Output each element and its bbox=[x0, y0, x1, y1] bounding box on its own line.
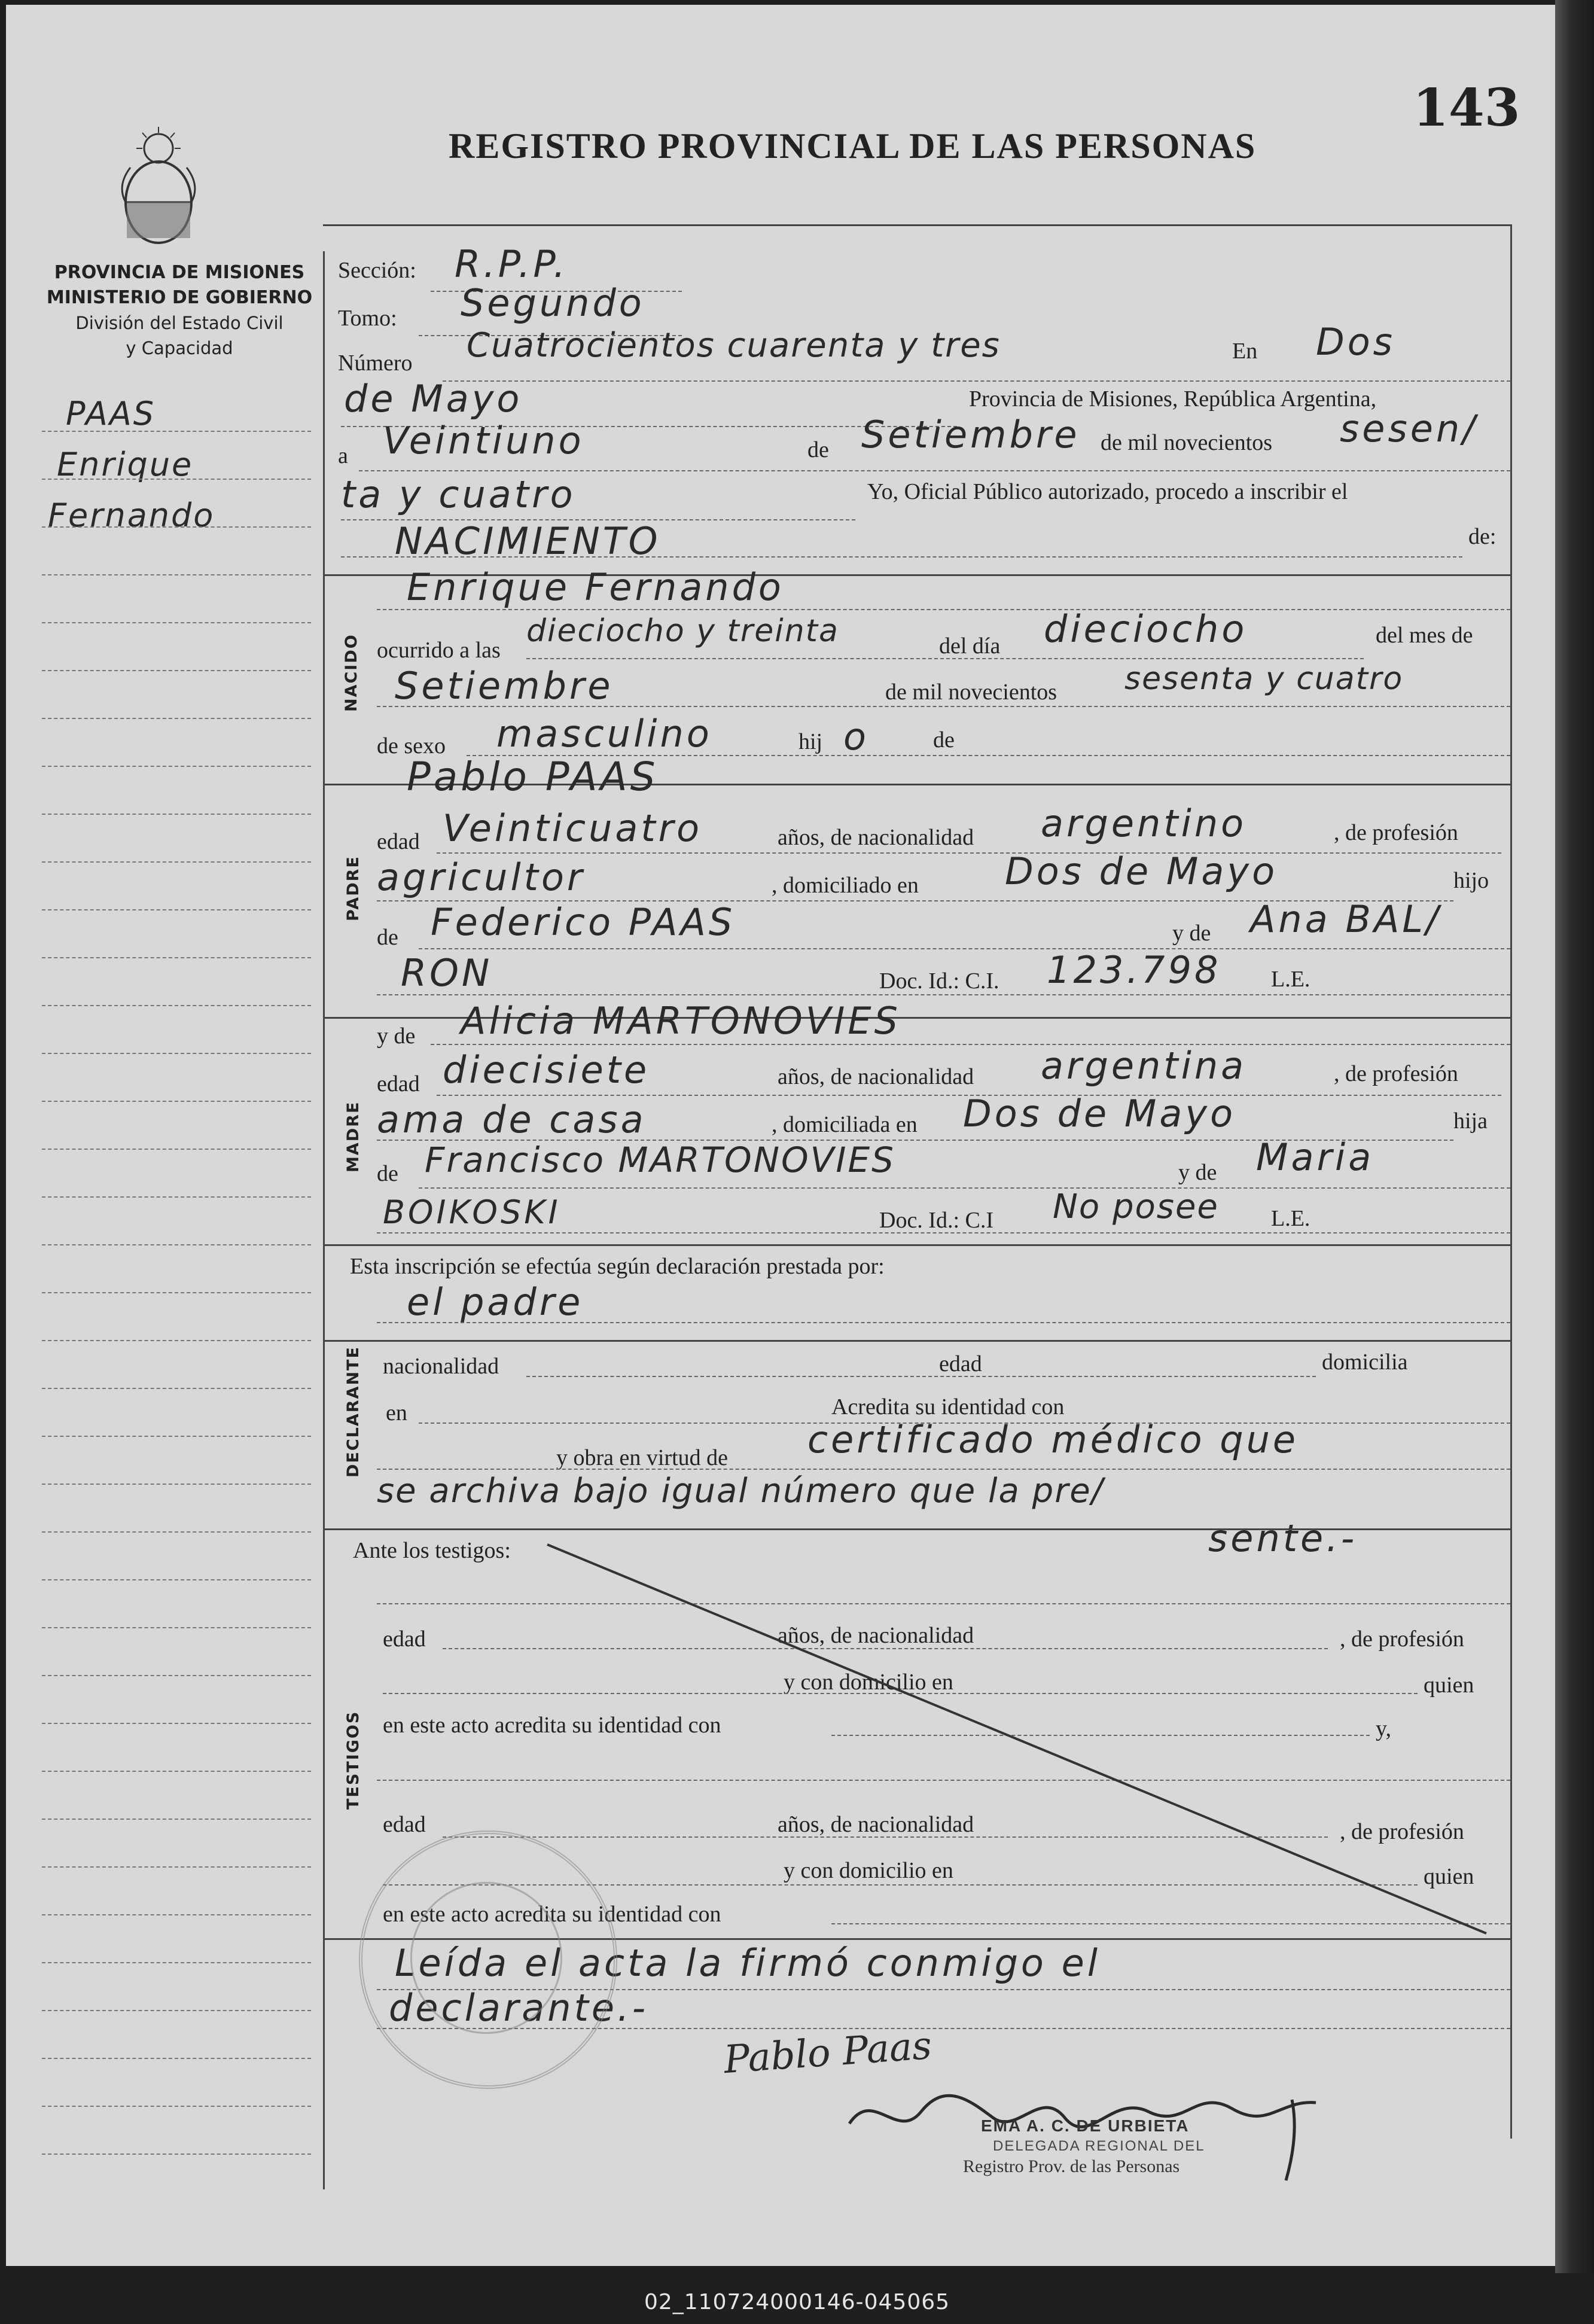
margin-ruled-line bbox=[42, 814, 311, 815]
margin-ruled-line bbox=[42, 718, 311, 719]
nacido-month-value: Setiembre bbox=[395, 664, 614, 708]
madre-name: Alicia MARTONOVIES bbox=[461, 999, 901, 1043]
closing-line1: Leída el acta la firmó conmigo el bbox=[395, 1941, 1101, 1985]
official-name: EMA A. C. DE URBIETA bbox=[981, 2116, 1190, 2135]
padre-name: Pablo PAAS bbox=[407, 754, 659, 800]
provincia-text: Provincia de Misiones, República Argentina, bbox=[969, 386, 1377, 412]
nacido-section-label: NACIDO bbox=[342, 633, 361, 712]
padre-doc-label: Doc. Id.: C.I. bbox=[879, 968, 999, 994]
seccion-label: Sección: bbox=[338, 258, 416, 283]
year-value: sesen/ bbox=[1340, 407, 1479, 450]
right-border bbox=[1510, 224, 1512, 2139]
hij-label: hij bbox=[798, 729, 823, 754]
margin-ruled-line bbox=[42, 1388, 311, 1389]
en-value: Dos bbox=[1316, 320, 1395, 364]
declarante-top bbox=[323, 1244, 1512, 1246]
hij-value: o bbox=[843, 715, 869, 759]
testigos-top bbox=[323, 1528, 1512, 1530]
margin-ruled-line bbox=[42, 861, 311, 863]
margin-ruled-line bbox=[42, 479, 311, 480]
en-label: En bbox=[1232, 339, 1258, 364]
margin-ruled-line bbox=[42, 1914, 311, 1915]
sexo-label: de sexo bbox=[377, 733, 446, 759]
margin-ruled-line bbox=[42, 909, 311, 910]
hour-value: dieciocho y treinta bbox=[526, 613, 839, 649]
margin-divider bbox=[323, 251, 325, 2189]
madre-doc-label: Doc. Id.: C.I bbox=[879, 1208, 994, 1233]
madre-edad-label: edad bbox=[377, 1071, 420, 1096]
madre-prof-value: ama de casa bbox=[377, 1098, 647, 1141]
margin-ruled-line bbox=[42, 1627, 311, 1628]
declarante-nac-label: nacionalidad bbox=[383, 1354, 499, 1379]
madre-hija-label: hija bbox=[1453, 1108, 1488, 1134]
madre-dom-value: Dos de Mayo bbox=[963, 1092, 1236, 1135]
testigos-dom-label: y con domicilio en bbox=[784, 1670, 953, 1695]
declarante-intro: Esta inscripción se efectúa según declaración prestada por: bbox=[350, 1254, 885, 1279]
margin-ruled-line bbox=[42, 1436, 311, 1437]
nacido-de-label: de bbox=[933, 727, 955, 753]
padre-mother-value: Ana BAL/ bbox=[1250, 897, 1441, 941]
declarante-dom-label: domicilia bbox=[1322, 1350, 1408, 1375]
margin-ruled-line bbox=[42, 2010, 311, 2011]
margin-ruled-line bbox=[42, 1962, 311, 1963]
ocurrido-label: ocurrido a las bbox=[377, 638, 501, 663]
book-spine bbox=[1555, 0, 1594, 2273]
padre-mother-continuation: RON bbox=[401, 951, 493, 995]
margin-ruled-line bbox=[42, 1244, 311, 1245]
del-mes-label: del mes de bbox=[1376, 623, 1473, 648]
margin-surname: PAAS bbox=[66, 395, 156, 432]
madre-section-label: MADRE bbox=[344, 1101, 362, 1172]
margin-ruled-line bbox=[42, 766, 311, 767]
testigos-acredita-label: en este acto acredita su identidad con bbox=[383, 1713, 721, 1738]
declarante-section-label: DECLARANTE bbox=[344, 1346, 362, 1478]
margin-ruled-line bbox=[42, 1340, 311, 1341]
margin-ruled-line bbox=[42, 2058, 311, 2059]
nacido-day-value: dieciocho bbox=[1044, 607, 1248, 651]
padre-hijo-label: hijo bbox=[1453, 868, 1489, 893]
testigos-nac-label: años, de nacionalidad bbox=[778, 1623, 974, 1648]
madre-father-value: Francisco MARTONOVIES bbox=[425, 1140, 895, 1180]
padre-le-label: L.E. bbox=[1271, 967, 1310, 992]
nacido-year-label: de mil novecientos bbox=[885, 680, 1057, 705]
madre-de-label: de bbox=[377, 1161, 398, 1186]
margin-ruled-line bbox=[42, 1771, 311, 1772]
padre-de-label: de bbox=[377, 925, 398, 950]
margin-ruled-line bbox=[42, 622, 311, 623]
yo-text: Yo, Oficial Público autorizado, procedo a inscribir el bbox=[867, 479, 1348, 504]
declarante-obra-label: y obra en virtud de bbox=[556, 1445, 729, 1470]
del-dia-label: del día bbox=[939, 633, 1001, 659]
numero-label: Número bbox=[338, 351, 413, 376]
nacido-name: Enrique Fernando bbox=[407, 565, 784, 609]
padre-y-de-label: y de bbox=[1172, 921, 1211, 946]
margin-ruled-line bbox=[42, 1005, 311, 1006]
testigos-y-label: y, bbox=[1376, 1716, 1392, 1741]
month-value: Setiembre bbox=[861, 413, 1080, 456]
testigos-quien2-label: quien bbox=[1424, 1864, 1474, 1889]
madre-dom-label: , domiciliada en bbox=[772, 1112, 918, 1137]
file-id-caption: 02_110724000146-045065 bbox=[644, 2290, 950, 2314]
margin-ruled-line bbox=[42, 1819, 311, 1820]
closing-line2: declarante.- bbox=[389, 1986, 649, 2030]
margin-second-name: Fernando bbox=[48, 497, 215, 534]
testigos-quien-label: quien bbox=[1424, 1673, 1474, 1698]
padre-nac-label: años, de nacionalidad bbox=[778, 825, 974, 850]
margin-ruled-line bbox=[42, 1292, 311, 1293]
testigos-edad-label: edad bbox=[383, 1627, 426, 1652]
de-label: de bbox=[807, 437, 829, 462]
padre-prof-label: , de profesión bbox=[1334, 820, 1458, 845]
agency-province: PROVINCIA DE MISIONES bbox=[54, 262, 305, 283]
margin-ruled-line bbox=[42, 1531, 311, 1533]
madre-edad-value: diecisiete bbox=[443, 1048, 650, 1092]
padre-dom-value: Dos de Mayo bbox=[1005, 849, 1278, 893]
testigos-prof-label: , de profesión bbox=[1340, 1627, 1464, 1652]
place-continuation: de Mayo bbox=[344, 377, 523, 421]
declarant-signature: Pablo Paas bbox=[722, 2023, 934, 2083]
margin-ruled-line bbox=[42, 1053, 311, 1054]
tomo-value: Segundo bbox=[461, 281, 645, 325]
sexo-value: masculino bbox=[496, 712, 712, 756]
de-colon: de: bbox=[1468, 524, 1497, 549]
nacido-year-value: sesenta y cuatro bbox=[1124, 661, 1404, 697]
testigos-section-label: TESTIGOS bbox=[344, 1710, 362, 1810]
testigos-edad2-label: edad bbox=[383, 1812, 426, 1837]
testigos-nac2-label: años, de nacionalidad bbox=[778, 1812, 974, 1837]
margin-ruled-line bbox=[42, 1723, 311, 1724]
madre-y-de2-label: y de bbox=[1178, 1160, 1217, 1185]
margin-ruled-line bbox=[42, 1484, 311, 1485]
testigos-prof2-label: , de profesión bbox=[1340, 1819, 1464, 1844]
margin-ruled-line bbox=[42, 670, 311, 671]
padre-edad-value: Veinticuatro bbox=[443, 806, 703, 850]
margin-ruled-line bbox=[42, 1866, 311, 1868]
official-title-line2: Registro Prov. de las Personas bbox=[963, 2157, 1180, 2176]
padre-father-value: Federico PAAS bbox=[431, 900, 736, 944]
agency-block bbox=[24, 260, 335, 361]
year-continuation: ta y cuatro bbox=[341, 473, 576, 516]
margin-ruled-line bbox=[42, 431, 311, 432]
padre-section-label: PADRE bbox=[344, 855, 362, 921]
margin-ruled-line bbox=[42, 2154, 311, 2155]
madre-mother-continuation: BOIKOSKI bbox=[383, 1193, 561, 1231]
madre-prof-label: , de profesión bbox=[1334, 1061, 1458, 1086]
padre-dom-label: , domiciliado en bbox=[772, 873, 919, 898]
madre-y-de-label: y de bbox=[377, 1024, 416, 1049]
agency-ministry: MINISTERIO DE GOBIERNO bbox=[46, 287, 313, 308]
official-title-line1: DELEGADA REGIONAL DEL bbox=[993, 2138, 1205, 2154]
declarante-obra-continuation: se archiva bajo igual número que la pre/ bbox=[377, 1472, 1104, 1510]
witnesses-cancel-stroke bbox=[538, 1537, 1495, 1944]
madre-nac-value: argentina bbox=[1041, 1044, 1247, 1088]
madre-le-label: L.E. bbox=[1271, 1206, 1310, 1231]
seccion-value: R.P.P. bbox=[455, 242, 568, 286]
madre-mother-value: Maria bbox=[1256, 1135, 1374, 1179]
testigos-dom2-label: y con domicilio en bbox=[784, 1858, 953, 1883]
day-value: Veintiuno bbox=[383, 419, 584, 462]
margin-first-name: Enrique bbox=[57, 446, 194, 483]
padre-edad-label: edad bbox=[377, 829, 420, 854]
document-title: REGISTRO PROVINCIAL DE LAS PERSONAS bbox=[449, 126, 1257, 166]
declarante-obra-value: certificado médico que bbox=[807, 1418, 1299, 1461]
margin-ruled-line bbox=[42, 1149, 311, 1150]
testigos-intro: Ante los testigos: bbox=[353, 1538, 511, 1563]
declarante-obra-continuation2: sente.- bbox=[1208, 1516, 1358, 1560]
margin-ruled-line bbox=[42, 1579, 311, 1580]
top-border bbox=[323, 224, 1512, 226]
declarante-en-label: en bbox=[386, 1400, 407, 1426]
margin-ruled-line bbox=[42, 1196, 311, 1198]
tomo-label: Tomo: bbox=[338, 306, 397, 331]
declarante-value: el padre bbox=[407, 1280, 584, 1324]
agency-division: División del Estado Civil bbox=[75, 313, 284, 333]
margin-ruled-line bbox=[42, 1101, 311, 1102]
year-prefix: de mil novecientos bbox=[1101, 430, 1273, 455]
numero-value: Cuatrocientos cuarenta y tres bbox=[467, 326, 1001, 365]
margin-ruled-line bbox=[42, 574, 311, 575]
declarante-divider bbox=[323, 1340, 1512, 1342]
coat-of-arms-icon bbox=[114, 126, 203, 251]
margin-ruled-line bbox=[42, 1675, 311, 1676]
padre-prof-value: agricultor bbox=[377, 855, 586, 899]
page-number: 143 bbox=[1413, 78, 1520, 138]
padre-doc-value: 123.798 bbox=[1047, 948, 1221, 992]
madre-doc-value: No posee bbox=[1053, 1187, 1219, 1226]
a-label: a bbox=[338, 443, 348, 468]
act-type: NACIMIENTO bbox=[395, 519, 661, 563]
margin-ruled-line bbox=[42, 526, 311, 528]
padre-nac-value: argentino bbox=[1041, 802, 1247, 845]
declarante-edad-label: edad bbox=[939, 1351, 982, 1376]
registry-seal-icon bbox=[359, 1830, 617, 2089]
madre-nac-label: años, de nacionalidad bbox=[778, 1064, 974, 1089]
margin-ruled-line bbox=[42, 957, 311, 958]
agency-capacity: y Capacidad bbox=[126, 338, 233, 358]
declarante-acredita-label: Acredita su identidad con bbox=[831, 1394, 1065, 1420]
margin-ruled-line bbox=[42, 2106, 311, 2107]
testigos-acredita2-label: en este acto acredita su identidad con bbox=[383, 1902, 721, 1927]
